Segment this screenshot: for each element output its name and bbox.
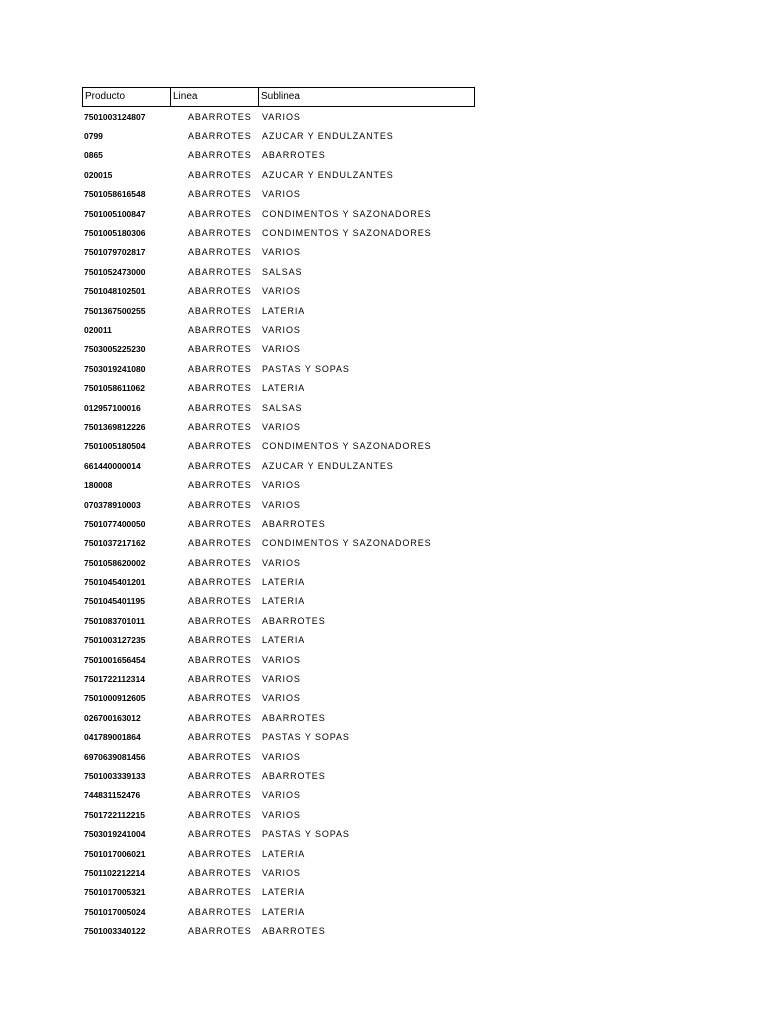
linea-cell: ABARROTES — [188, 770, 252, 781]
sublinea-cell: VARIOS — [262, 867, 301, 878]
sublinea-cell: VARIOS — [262, 344, 301, 355]
table-row — [82, 514, 475, 533]
table-row — [82, 301, 475, 320]
sublinea-cell: ABARROTES — [262, 615, 326, 626]
linea-cell: ABARROTES — [188, 635, 252, 646]
producto-cell: 7501037217162 — [84, 538, 146, 549]
table-row — [82, 126, 475, 145]
linea-cell: ABARROTES — [188, 228, 252, 239]
table-row — [82, 282, 475, 301]
sublinea-cell: ABARROTES — [262, 770, 326, 781]
producto-cell: 744831152476 — [84, 790, 141, 801]
producto-cell: 7501045401201 — [84, 577, 146, 588]
linea-cell: ABARROTES — [188, 383, 252, 394]
producto-cell: 7501102212214 — [84, 867, 145, 878]
sublinea-cell: PASTAS Y SOPAS — [262, 829, 350, 840]
linea-cell: ABARROTES — [188, 150, 252, 161]
sublinea-cell: ABARROTES — [262, 150, 326, 161]
table-row — [82, 708, 475, 727]
producto-cell: 7501367500255 — [84, 305, 146, 316]
producto-cell: 7501722112215 — [84, 809, 145, 820]
sublinea-cell: LATERIA — [262, 577, 306, 588]
producto-cell: 7503005225230 — [84, 344, 146, 355]
producto-cell: 7503019241004 — [84, 829, 146, 840]
linea-cell: ABARROTES — [188, 751, 252, 762]
sublinea-cell: VARIOS — [262, 790, 301, 801]
producto-cell: 020011 — [84, 324, 112, 335]
producto-cell: 661440000014 — [84, 460, 141, 471]
table-row — [82, 572, 475, 591]
sublinea-cell: PASTAS Y SOPAS — [262, 732, 350, 743]
linea-cell: ABARROTES — [188, 131, 252, 142]
linea-cell: ABARROTES — [188, 363, 252, 374]
table-row — [82, 766, 475, 785]
header-linea: Linea — [171, 88, 259, 106]
sublinea-cell: VARIOS — [262, 751, 301, 762]
producto-cell: 7501003339133 — [84, 770, 146, 781]
producto-cell: 7501058616548 — [84, 189, 146, 200]
linea-cell: ABARROTES — [188, 441, 252, 452]
linea-cell: ABARROTES — [188, 596, 252, 607]
producto-cell: 070378910003 — [84, 499, 141, 510]
linea-cell: ABARROTES — [188, 499, 252, 510]
sublinea-cell: LATERIA — [262, 305, 306, 316]
producto-cell: 7501048102501 — [84, 286, 146, 297]
table-row — [82, 243, 475, 262]
table-header — [82, 87, 475, 107]
producto-cell: 020015 — [84, 169, 113, 180]
linea-cell: ABARROTES — [188, 906, 252, 917]
sublinea-cell: ABARROTES — [262, 712, 326, 723]
table-row — [82, 456, 475, 475]
linea-cell: ABARROTES — [188, 829, 252, 840]
linea-cell: ABARROTES — [188, 732, 252, 743]
table-row — [82, 437, 475, 456]
producto-cell: 7501005180504 — [84, 441, 146, 452]
producto-cell: 7501005100847 — [84, 208, 146, 219]
table-row — [82, 165, 475, 184]
linea-cell: ABARROTES — [188, 615, 252, 626]
producto-cell: 7501003124807 — [84, 111, 146, 122]
sublinea-cell: VARIOS — [262, 480, 301, 491]
linea-cell: ABARROTES — [188, 460, 252, 471]
sublinea-cell: VARIOS — [262, 324, 301, 335]
linea-cell: ABARROTES — [188, 790, 252, 801]
producto-cell: 7501003127235 — [84, 635, 146, 646]
linea-cell: ABARROTES — [188, 305, 252, 316]
sublinea-cell: ABARROTES — [262, 518, 326, 529]
linea-cell: ABARROTES — [188, 926, 252, 937]
linea-cell: ABARROTES — [188, 674, 252, 685]
header-sublinea: Sublinea — [261, 91, 300, 102]
producto-cell: 7501077400050 — [84, 518, 146, 529]
table-row — [82, 747, 475, 766]
sublinea-cell: CONDIMENTOS Y SAZONADORES — [262, 441, 432, 452]
linea-cell: ABARROTES — [188, 480, 252, 491]
producto-cell: 7501017006021 — [84, 848, 146, 859]
table-row — [82, 146, 475, 165]
table-row — [82, 185, 475, 204]
table-row — [82, 669, 475, 688]
sublinea-cell: PASTAS Y SOPAS — [262, 363, 350, 374]
table-row — [82, 107, 475, 126]
linea-cell: ABARROTES — [188, 247, 252, 258]
producto-cell: 7501045401195 — [84, 596, 145, 607]
producto-cell: 7501058611062 — [84, 383, 145, 394]
linea-cell: ABARROTES — [188, 538, 252, 549]
producto-cell: 180008 — [84, 480, 113, 491]
linea-cell: ABARROTES — [188, 189, 252, 200]
table-row — [82, 921, 475, 940]
producto-cell: 7503019241080 — [84, 363, 146, 374]
header-producto: Producto — [83, 88, 171, 106]
linea-cell: ABARROTES — [188, 208, 252, 219]
producto-cell: 026700163012 — [84, 712, 141, 723]
linea-cell: ABARROTES — [188, 286, 252, 297]
producto-cell: 7501017005321 — [84, 887, 146, 898]
table-row — [82, 824, 475, 843]
sublinea-cell: VARIOS — [262, 247, 301, 258]
producto-cell: 041789001864 — [84, 732, 141, 743]
table-row — [82, 611, 475, 630]
producto-cell: 7501083701011 — [84, 615, 145, 626]
sublinea-cell: CONDIMENTOS Y SAZONADORES — [262, 208, 432, 219]
linea-cell: ABARROTES — [188, 848, 252, 859]
producto-cell: 7501017005024 — [84, 906, 146, 917]
sublinea-cell: CONDIMENTOS Y SAZONADORES — [262, 538, 432, 549]
sublinea-cell: VARIOS — [262, 654, 301, 665]
linea-cell: ABARROTES — [188, 887, 252, 898]
table-row — [82, 359, 475, 378]
sublinea-cell: LATERIA — [262, 848, 306, 859]
sublinea-cell: VARIOS — [262, 286, 301, 297]
table-row — [82, 553, 475, 572]
linea-cell: ABARROTES — [188, 344, 252, 355]
table-row — [82, 844, 475, 863]
table-row — [82, 883, 475, 902]
sublinea-cell: VARIOS — [262, 421, 301, 432]
producto-cell: 0799 — [84, 131, 103, 142]
table-row — [82, 592, 475, 611]
producto-cell: 7501369812226 — [84, 421, 146, 432]
sublinea-cell: VARIOS — [262, 809, 301, 820]
table-row — [82, 204, 475, 223]
table-row — [82, 320, 475, 339]
sublinea-cell: LATERIA — [262, 887, 306, 898]
table-row — [82, 495, 475, 514]
linea-cell: ABARROTES — [188, 712, 252, 723]
linea-cell: ABARROTES — [188, 324, 252, 335]
sublinea-cell: CONDIMENTOS Y SAZONADORES — [262, 228, 432, 239]
linea-cell: ABARROTES — [188, 809, 252, 820]
table-row — [82, 340, 475, 359]
linea-cell: ABARROTES — [188, 654, 252, 665]
producto-cell: 0865 — [84, 150, 103, 161]
sublinea-cell: LATERIA — [262, 635, 306, 646]
table-row — [82, 378, 475, 397]
table-body — [82, 107, 475, 941]
sublinea-cell: LATERIA — [262, 906, 306, 917]
linea-cell: ABARROTES — [188, 577, 252, 588]
linea-cell: ABARROTES — [188, 421, 252, 432]
producto-cell: 7501000912605 — [84, 693, 146, 704]
table-row — [82, 262, 475, 281]
linea-cell: ABARROTES — [188, 557, 252, 568]
table-row — [82, 475, 475, 494]
sublinea-cell: AZUCAR Y ENDULZANTES — [262, 131, 394, 142]
table-row — [82, 786, 475, 805]
producto-cell: 7501052473000 — [84, 266, 146, 277]
table-row — [82, 631, 475, 650]
sublinea-cell: LATERIA — [262, 383, 306, 394]
sublinea-cell: AZUCAR Y ENDULZANTES — [262, 460, 394, 471]
table-row — [82, 534, 475, 553]
linea-cell: ABARROTES — [188, 402, 252, 413]
producto-cell: 7501001656454 — [84, 654, 146, 665]
producto-cell: 012957100016 — [84, 402, 141, 413]
sublinea-cell: VARIOS — [262, 189, 301, 200]
producto-cell: 7501005180306 — [84, 228, 146, 239]
sublinea-cell: ABARROTES — [262, 926, 326, 937]
sublinea-cell: VARIOS — [262, 499, 301, 510]
linea-cell: ABARROTES — [188, 518, 252, 529]
sublinea-cell: SALSAS — [262, 402, 303, 413]
sublinea-cell: AZUCAR Y ENDULZANTES — [262, 169, 394, 180]
table-row — [82, 223, 475, 242]
linea-cell: ABARROTES — [188, 867, 252, 878]
table-row — [82, 902, 475, 921]
table-row — [82, 805, 475, 824]
table-row — [82, 689, 475, 708]
sublinea-cell: SALSAS — [262, 266, 303, 277]
producto-cell: 7501003340122 — [84, 926, 146, 937]
table-row — [82, 398, 475, 417]
product-table — [82, 87, 475, 941]
table-row — [82, 650, 475, 669]
table-row — [82, 417, 475, 436]
linea-cell: ABARROTES — [188, 266, 252, 277]
producto-cell: 7501058620002 — [84, 557, 146, 568]
sublinea-cell: VARIOS — [262, 674, 301, 685]
sublinea-cell: VARIOS — [262, 557, 301, 568]
sublinea-cell: VARIOS — [262, 111, 301, 122]
producto-cell: 6970639081456 — [84, 751, 146, 762]
linea-cell: ABARROTES — [188, 169, 252, 180]
sublinea-cell: VARIOS — [262, 693, 301, 704]
sublinea-cell: LATERIA — [262, 596, 306, 607]
producto-cell: 7501722112314 — [84, 674, 145, 685]
linea-cell: ABARROTES — [188, 111, 252, 122]
producto-cell: 7501079702817 — [84, 247, 146, 258]
table-row — [82, 863, 475, 882]
table-row — [82, 728, 475, 747]
linea-cell: ABARROTES — [188, 693, 252, 704]
